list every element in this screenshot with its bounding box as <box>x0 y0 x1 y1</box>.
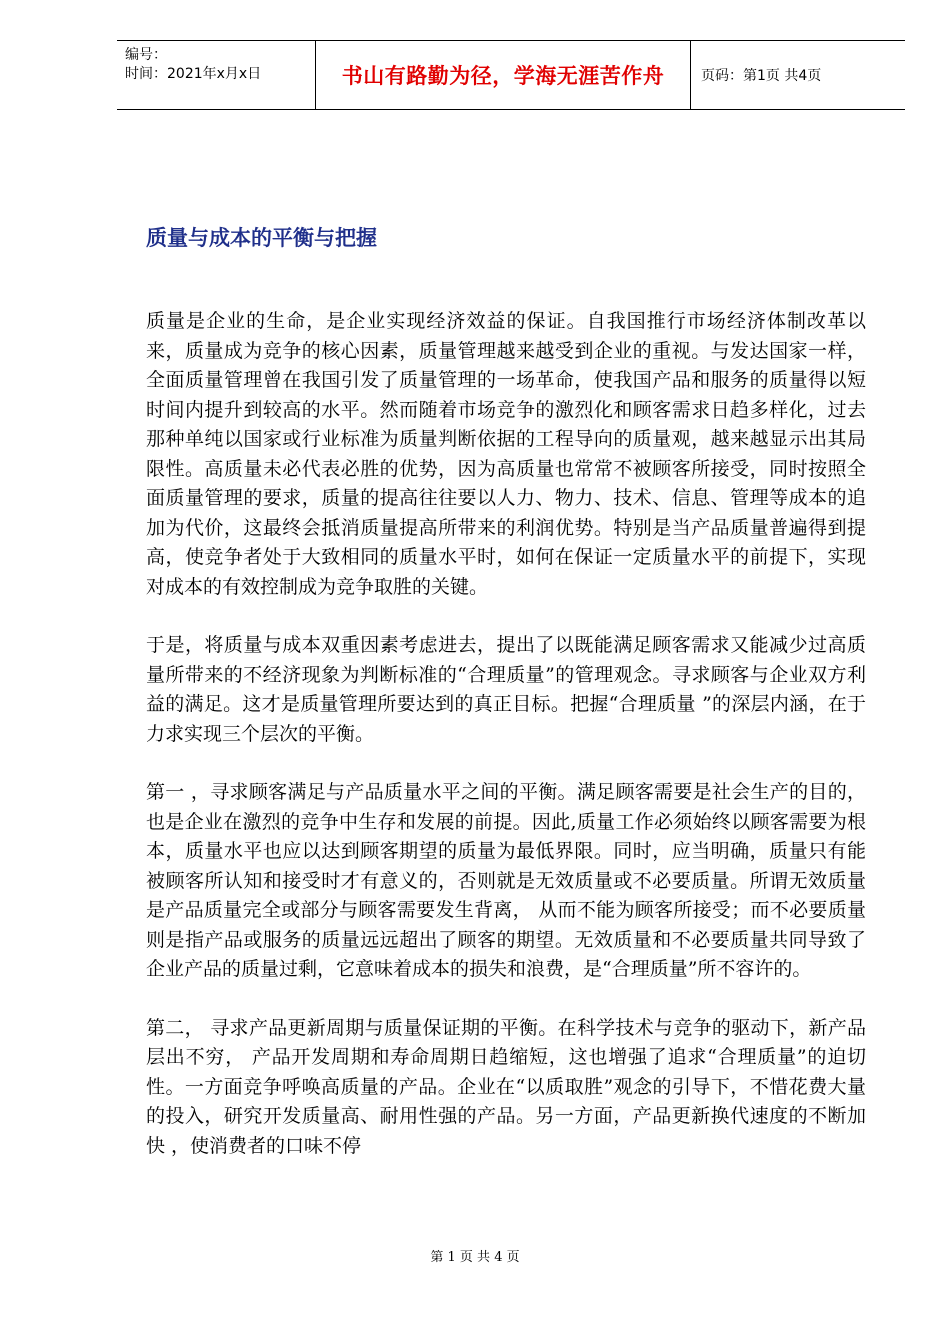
header-page-info: 页码：第1页 共4页 <box>701 68 822 84</box>
number-label: 编号： <box>125 47 167 63</box>
paragraph-2: 于是，将质量与成本双重因素考虑进去，提出了以既能满足顾客需求又能减少过高质量所带来的不经济现象为判断标准的“合理质量”的管理观念。寻求顾客与企业双方利益的满足。这才是质量管理所要达到的真正目标。把握“合理质量 ”的深层内涵，在于力求实现三个层次的平衡。 <box>146 634 866 745</box>
page-footer: 第 1 页 共 4 页 <box>430 1250 520 1265</box>
paragraph-3: 第一 ，寻求顾客满足与产品质量水平之间的平衡。满足顾客需要是社会生产的目的，也是企业在激烈的竞争中生存和发展的前提。因此,质量工作必须始终以顾客需要为根本，质量水平也应以达到顾客期望的质量为最低界限。同时，应当明确，质量只有能被顾客所认知和接受时才有意义的，否则就是无效质量或不必要质量。所谓无效质量是产品质量完全或部分与顾客需要发生背离， 从而不能为顾客所接受；而不必要质量则是指产品或服务的质量远远超出了顾客的期望。无效质量和不必要质量共同导致了企业产品的质量过剩，它意味着成本的损失和浪费，是“合理质量”所不容许的。 <box>146 781 866 980</box>
document-title: 质量与成本的平衡与把握 <box>146 225 377 250</box>
page-header <box>117 40 905 110</box>
time-label: 时间：2021年x月x日 <box>125 66 262 82</box>
header-meta <box>117 41 316 109</box>
paragraph-4: 第二， 寻求产品更新周期与质量保证期的平衡。在科学技术与竞争的驱动下，新产品层出不穷， 产品开发周期和寿命周期日趋缩短，这也增强了追求“合理质量”的迫切性。一方面竞争呼唤高质量的产品。企业在“以质取胜”观念的引导下，不惜花费大量的投入，研究开发质量高、耐用性强的产品。另一方面，产品更新换代速度的不断加快 ，使消费者的口味不停 <box>146 1016 866 1157</box>
paragraph-1: 质量是企业的生命，是企业实现经济效益的保证。自我国推行市场经济体制改革以来，质量成为竞争的核心因素，质量管理越来越受到企业的重视。与发达国家一样，全面质量管理曾在我国引发了质量管理的一场革命，使我国产品和服务的质量得以短时间内提升到较高的水平。然而随着市场竞争的激烈化和顾客需求日趋多样化，过去那种单纯以国家或行业标准为质量判断依据的工程导向的质量观，越来越显示出其局限性。高质量未必代表必胜的优势，因为高质量也常常不被顾客所接受，同时按照全面质量管理的要求，质量的提高往往要以人力、物力、技术、信息、管理等成本的追加为代价，这最终会抵消质量提高所带来的利润优势。特别是当产品质量普遍得到提高，使竞争者处于大致相同的质量水平时，如何在保证一定质量水平的前提下，实现对成本的有效控制成为竞争取胜的关键。 <box>146 310 866 598</box>
header-motto: 书山有路勤为径，学海无涯苦作舟 <box>316 41 691 109</box>
document-body <box>146 307 866 1190</box>
